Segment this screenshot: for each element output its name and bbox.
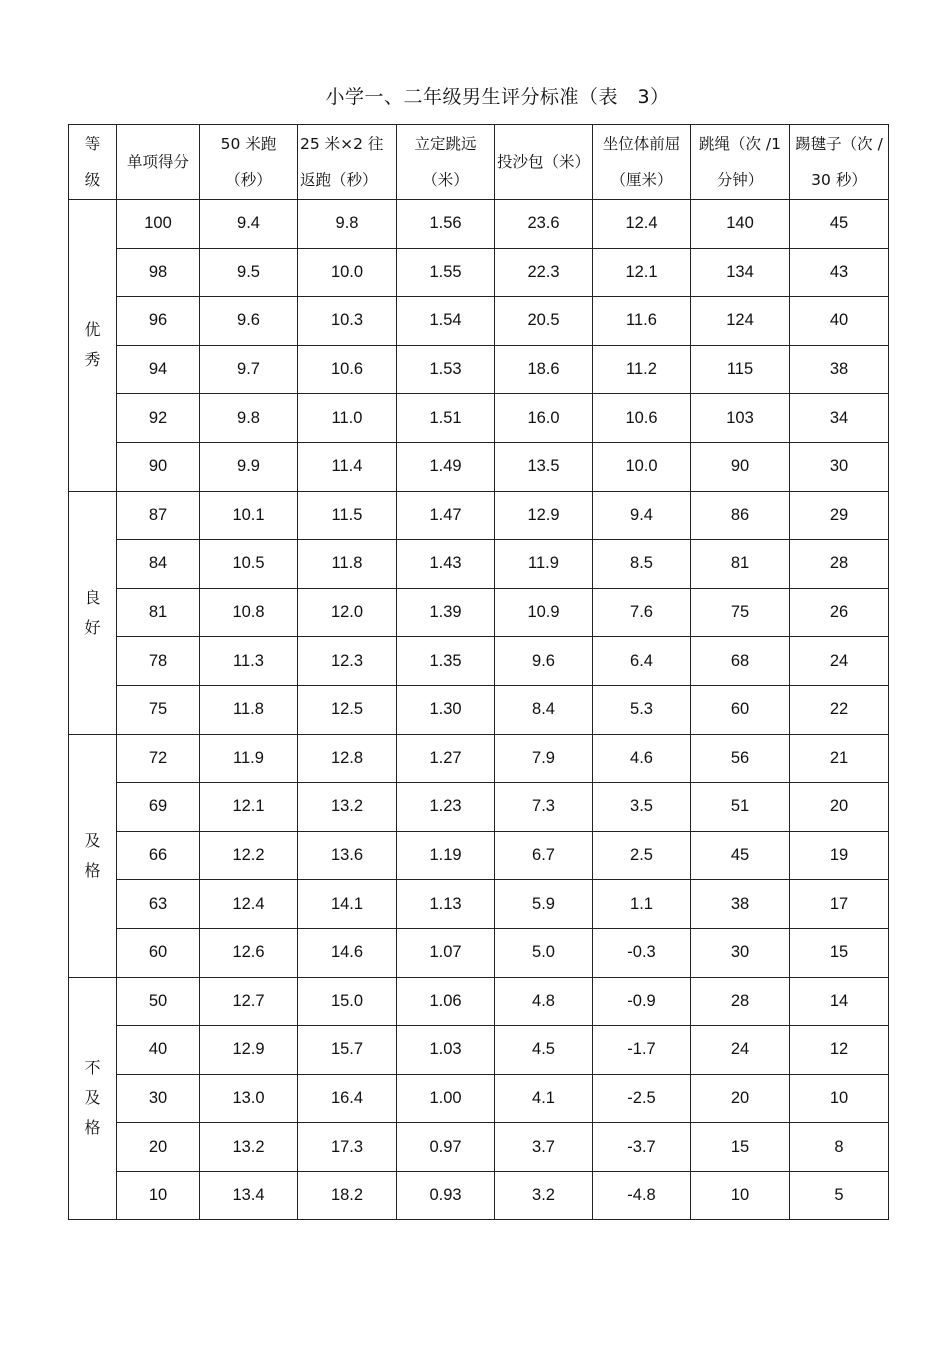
cell-sitreach: -0.9 bbox=[593, 977, 691, 1026]
table-row bbox=[69, 248, 889, 297]
cell-jump: 1.30 bbox=[397, 685, 495, 734]
cell-shuttlecock: 30 bbox=[790, 442, 889, 491]
cell-shuttle: 15.0 bbox=[298, 977, 397, 1026]
cell-sitreach: 8.5 bbox=[593, 540, 691, 589]
cell-rope: 115 bbox=[691, 345, 790, 394]
cell-sandbag: 5.0 bbox=[495, 928, 593, 977]
cell-sandbag: 3.7 bbox=[495, 1123, 593, 1172]
cell-shuttlecock: 45 bbox=[790, 200, 889, 249]
cell-shuttle: 17.3 bbox=[298, 1123, 397, 1172]
cell-jump: 1.54 bbox=[397, 297, 495, 346]
cell-shuttlecock: 19 bbox=[790, 831, 889, 880]
cell-jump: 1.13 bbox=[397, 880, 495, 929]
cell-score: 66 bbox=[117, 831, 200, 880]
cell-jump: 1.56 bbox=[397, 200, 495, 249]
cell-shuttlecock: 38 bbox=[790, 345, 889, 394]
table-row bbox=[69, 442, 889, 491]
cell-sandbag: 4.1 bbox=[495, 1074, 593, 1123]
cell-shuttlecock: 5 bbox=[790, 1171, 889, 1220]
cell-sitreach: -0.3 bbox=[593, 928, 691, 977]
table-row bbox=[69, 588, 889, 637]
header-shuttle: 25 米×2 往返跑（秒） bbox=[298, 125, 397, 200]
header-shuttlecock: 踢毽子（次 /30 秒） bbox=[790, 125, 889, 200]
cell-rope: 134 bbox=[691, 248, 790, 297]
cell-shuttlecock: 29 bbox=[790, 491, 889, 540]
cell-rope: 51 bbox=[691, 783, 790, 832]
header-sandbag: 投沙包（米） bbox=[495, 125, 593, 200]
table-header-row bbox=[69, 125, 889, 200]
cell-shuttlecock: 22 bbox=[790, 685, 889, 734]
cell-sitreach: 12.1 bbox=[593, 248, 691, 297]
cell-shuttlecock: 43 bbox=[790, 248, 889, 297]
cell-sandbag: 5.9 bbox=[495, 880, 593, 929]
cell-shuttle: 15.7 bbox=[298, 1026, 397, 1075]
table-row bbox=[69, 637, 889, 686]
cell-score: 75 bbox=[117, 685, 200, 734]
cell-jump: 1.19 bbox=[397, 831, 495, 880]
table-row bbox=[69, 394, 889, 443]
cell-jump: 1.00 bbox=[397, 1074, 495, 1123]
cell-shuttlecock: 20 bbox=[790, 783, 889, 832]
cell-run50: 9.6 bbox=[200, 297, 298, 346]
cell-jump: 0.97 bbox=[397, 1123, 495, 1172]
cell-rope: 103 bbox=[691, 394, 790, 443]
cell-sitreach: 5.3 bbox=[593, 685, 691, 734]
cell-shuttlecock: 10 bbox=[790, 1074, 889, 1123]
cell-rope: 86 bbox=[691, 491, 790, 540]
cell-sandbag: 13.5 bbox=[495, 442, 593, 491]
cell-shuttlecock: 28 bbox=[790, 540, 889, 589]
table-row bbox=[69, 734, 889, 783]
cell-score: 69 bbox=[117, 783, 200, 832]
grade-label: 良好 bbox=[84, 587, 101, 637]
table-row bbox=[69, 1074, 889, 1123]
cell-sitreach: 10.0 bbox=[593, 442, 691, 491]
cell-run50: 13.4 bbox=[200, 1171, 298, 1220]
cell-score: 96 bbox=[117, 297, 200, 346]
grade-cell bbox=[69, 491, 117, 734]
grade-label: 优秀 bbox=[84, 320, 101, 370]
cell-jump: 1.43 bbox=[397, 540, 495, 589]
grade-cell bbox=[69, 977, 117, 1220]
cell-rope: 140 bbox=[691, 200, 790, 249]
cell-shuttlecock: 26 bbox=[790, 588, 889, 637]
cell-rope: 20 bbox=[691, 1074, 790, 1123]
table-row bbox=[69, 831, 889, 880]
header-score: 单项得分 bbox=[117, 125, 200, 200]
cell-sandbag: 10.9 bbox=[495, 588, 593, 637]
table-row bbox=[69, 977, 889, 1026]
cell-run50: 12.4 bbox=[200, 880, 298, 929]
cell-shuttle: 12.8 bbox=[298, 734, 397, 783]
cell-shuttle: 10.0 bbox=[298, 248, 397, 297]
cell-sandbag: 20.5 bbox=[495, 297, 593, 346]
cell-sandbag: 11.9 bbox=[495, 540, 593, 589]
cell-rope: 60 bbox=[691, 685, 790, 734]
header-rope: 跳绳（次 /1 分钟） bbox=[691, 125, 790, 200]
cell-rope: 45 bbox=[691, 831, 790, 880]
cell-score: 50 bbox=[117, 977, 200, 1026]
cell-rope: 81 bbox=[691, 540, 790, 589]
cell-shuttle: 9.8 bbox=[298, 200, 397, 249]
cell-rope: 10 bbox=[691, 1171, 790, 1220]
table-row bbox=[69, 1026, 889, 1075]
cell-score: 72 bbox=[117, 734, 200, 783]
cell-score: 81 bbox=[117, 588, 200, 637]
cell-score: 92 bbox=[117, 394, 200, 443]
cell-shuttle: 11.5 bbox=[298, 491, 397, 540]
cell-sandbag: 22.3 bbox=[495, 248, 593, 297]
cell-sitreach: -1.7 bbox=[593, 1026, 691, 1075]
grade-label: 不及格 bbox=[84, 1058, 101, 1138]
header-sitreach: 坐位体前屈（厘米） bbox=[593, 125, 691, 200]
cell-rope: 30 bbox=[691, 928, 790, 977]
cell-run50: 13.0 bbox=[200, 1074, 298, 1123]
cell-score: 10 bbox=[117, 1171, 200, 1220]
cell-jump: 1.35 bbox=[397, 637, 495, 686]
cell-sitreach: 11.2 bbox=[593, 345, 691, 394]
cell-shuttlecock: 12 bbox=[790, 1026, 889, 1075]
cell-run50: 11.9 bbox=[200, 734, 298, 783]
cell-jump: 1.55 bbox=[397, 248, 495, 297]
scoring-table bbox=[68, 124, 889, 1220]
cell-jump: 1.49 bbox=[397, 442, 495, 491]
grade-cell bbox=[69, 734, 117, 977]
cell-shuttlecock: 24 bbox=[790, 637, 889, 686]
cell-jump: 0.93 bbox=[397, 1171, 495, 1220]
cell-shuttle: 10.6 bbox=[298, 345, 397, 394]
cell-shuttle: 11.8 bbox=[298, 540, 397, 589]
cell-sandbag: 18.6 bbox=[495, 345, 593, 394]
cell-run50: 10.8 bbox=[200, 588, 298, 637]
table-row bbox=[69, 345, 889, 394]
cell-sitreach: 2.5 bbox=[593, 831, 691, 880]
table-body bbox=[69, 200, 889, 1220]
cell-sitreach: 9.4 bbox=[593, 491, 691, 540]
cell-sandbag: 6.7 bbox=[495, 831, 593, 880]
table-row bbox=[69, 297, 889, 346]
cell-shuttle: 12.3 bbox=[298, 637, 397, 686]
cell-shuttle: 14.6 bbox=[298, 928, 397, 977]
cell-sandbag: 3.2 bbox=[495, 1171, 593, 1220]
cell-sitreach: 7.6 bbox=[593, 588, 691, 637]
cell-shuttlecock: 34 bbox=[790, 394, 889, 443]
cell-shuttlecock: 17 bbox=[790, 880, 889, 929]
cell-score: 84 bbox=[117, 540, 200, 589]
cell-rope: 28 bbox=[691, 977, 790, 1026]
cell-sandbag: 16.0 bbox=[495, 394, 593, 443]
cell-run50: 13.2 bbox=[200, 1123, 298, 1172]
grade-cell bbox=[69, 200, 117, 492]
cell-score: 100 bbox=[117, 200, 200, 249]
table-row bbox=[69, 540, 889, 589]
table-row bbox=[69, 783, 889, 832]
cell-run50: 12.1 bbox=[200, 783, 298, 832]
cell-run50: 11.8 bbox=[200, 685, 298, 734]
cell-shuttlecock: 40 bbox=[790, 297, 889, 346]
grade-label: 及格 bbox=[84, 830, 101, 880]
cell-rope: 90 bbox=[691, 442, 790, 491]
table-row bbox=[69, 491, 889, 540]
page-title: 小学一、二年级男生评分标准（表 3） bbox=[325, 86, 670, 108]
cell-sandbag: 8.4 bbox=[495, 685, 593, 734]
cell-shuttle: 12.0 bbox=[298, 588, 397, 637]
cell-shuttlecock: 14 bbox=[790, 977, 889, 1026]
cell-jump: 1.03 bbox=[397, 1026, 495, 1075]
cell-run50: 9.4 bbox=[200, 200, 298, 249]
cell-shuttle: 13.6 bbox=[298, 831, 397, 880]
cell-shuttle: 10.3 bbox=[298, 297, 397, 346]
cell-score: 20 bbox=[117, 1123, 200, 1172]
cell-jump: 1.07 bbox=[397, 928, 495, 977]
cell-sandbag: 12.9 bbox=[495, 491, 593, 540]
cell-shuttlecock: 21 bbox=[790, 734, 889, 783]
cell-sitreach: 11.6 bbox=[593, 297, 691, 346]
cell-sitreach: -2.5 bbox=[593, 1074, 691, 1123]
cell-jump: 1.47 bbox=[397, 491, 495, 540]
header-grade: 等级 bbox=[69, 125, 117, 200]
cell-run50: 9.5 bbox=[200, 248, 298, 297]
cell-sitreach: 10.6 bbox=[593, 394, 691, 443]
header-jump: 立定跳远（米） bbox=[397, 125, 495, 200]
table-row bbox=[69, 200, 889, 249]
cell-jump: 1.51 bbox=[397, 394, 495, 443]
cell-score: 87 bbox=[117, 491, 200, 540]
cell-jump: 1.39 bbox=[397, 588, 495, 637]
cell-shuttle: 18.2 bbox=[298, 1171, 397, 1220]
cell-rope: 124 bbox=[691, 297, 790, 346]
cell-shuttle: 16.4 bbox=[298, 1074, 397, 1123]
cell-sitreach: 12.4 bbox=[593, 200, 691, 249]
table-row bbox=[69, 1171, 889, 1220]
cell-sandbag: 23.6 bbox=[495, 200, 593, 249]
cell-rope: 38 bbox=[691, 880, 790, 929]
cell-sitreach: 3.5 bbox=[593, 783, 691, 832]
cell-sandbag: 7.3 bbox=[495, 783, 593, 832]
cell-sitreach: 4.6 bbox=[593, 734, 691, 783]
cell-run50: 9.9 bbox=[200, 442, 298, 491]
table-row bbox=[69, 880, 889, 929]
cell-rope: 56 bbox=[691, 734, 790, 783]
cell-shuttle: 14.1 bbox=[298, 880, 397, 929]
cell-score: 78 bbox=[117, 637, 200, 686]
cell-score: 98 bbox=[117, 248, 200, 297]
cell-run50: 12.6 bbox=[200, 928, 298, 977]
cell-sandbag: 9.6 bbox=[495, 637, 593, 686]
cell-shuttle: 13.2 bbox=[298, 783, 397, 832]
cell-rope: 15 bbox=[691, 1123, 790, 1172]
cell-run50: 12.2 bbox=[200, 831, 298, 880]
cell-score: 40 bbox=[117, 1026, 200, 1075]
cell-rope: 24 bbox=[691, 1026, 790, 1075]
cell-score: 30 bbox=[117, 1074, 200, 1123]
cell-run50: 10.1 bbox=[200, 491, 298, 540]
cell-score: 63 bbox=[117, 880, 200, 929]
cell-sitreach: -4.8 bbox=[593, 1171, 691, 1220]
cell-shuttle: 11.4 bbox=[298, 442, 397, 491]
cell-run50: 11.3 bbox=[200, 637, 298, 686]
cell-jump: 1.06 bbox=[397, 977, 495, 1026]
cell-jump: 1.23 bbox=[397, 783, 495, 832]
table-row bbox=[69, 1123, 889, 1172]
cell-sandbag: 4.8 bbox=[495, 977, 593, 1026]
table-row bbox=[69, 928, 889, 977]
cell-sandbag: 4.5 bbox=[495, 1026, 593, 1075]
cell-sitreach: 6.4 bbox=[593, 637, 691, 686]
cell-rope: 75 bbox=[691, 588, 790, 637]
cell-score: 60 bbox=[117, 928, 200, 977]
table-row bbox=[69, 685, 889, 734]
cell-shuttle: 11.0 bbox=[298, 394, 397, 443]
cell-run50: 9.8 bbox=[200, 394, 298, 443]
cell-run50: 10.5 bbox=[200, 540, 298, 589]
cell-score: 90 bbox=[117, 442, 200, 491]
cell-rope: 68 bbox=[691, 637, 790, 686]
cell-score: 94 bbox=[117, 345, 200, 394]
cell-run50: 12.9 bbox=[200, 1026, 298, 1075]
cell-sitreach: 1.1 bbox=[593, 880, 691, 929]
header-run50: 50 米跑（秒） bbox=[200, 125, 298, 200]
cell-run50: 9.7 bbox=[200, 345, 298, 394]
cell-shuttle: 12.5 bbox=[298, 685, 397, 734]
cell-run50: 12.7 bbox=[200, 977, 298, 1026]
cell-jump: 1.27 bbox=[397, 734, 495, 783]
cell-sitreach: -3.7 bbox=[593, 1123, 691, 1172]
cell-shuttlecock: 8 bbox=[790, 1123, 889, 1172]
cell-sandbag: 7.9 bbox=[495, 734, 593, 783]
cell-jump: 1.53 bbox=[397, 345, 495, 394]
cell-shuttlecock: 15 bbox=[790, 928, 889, 977]
